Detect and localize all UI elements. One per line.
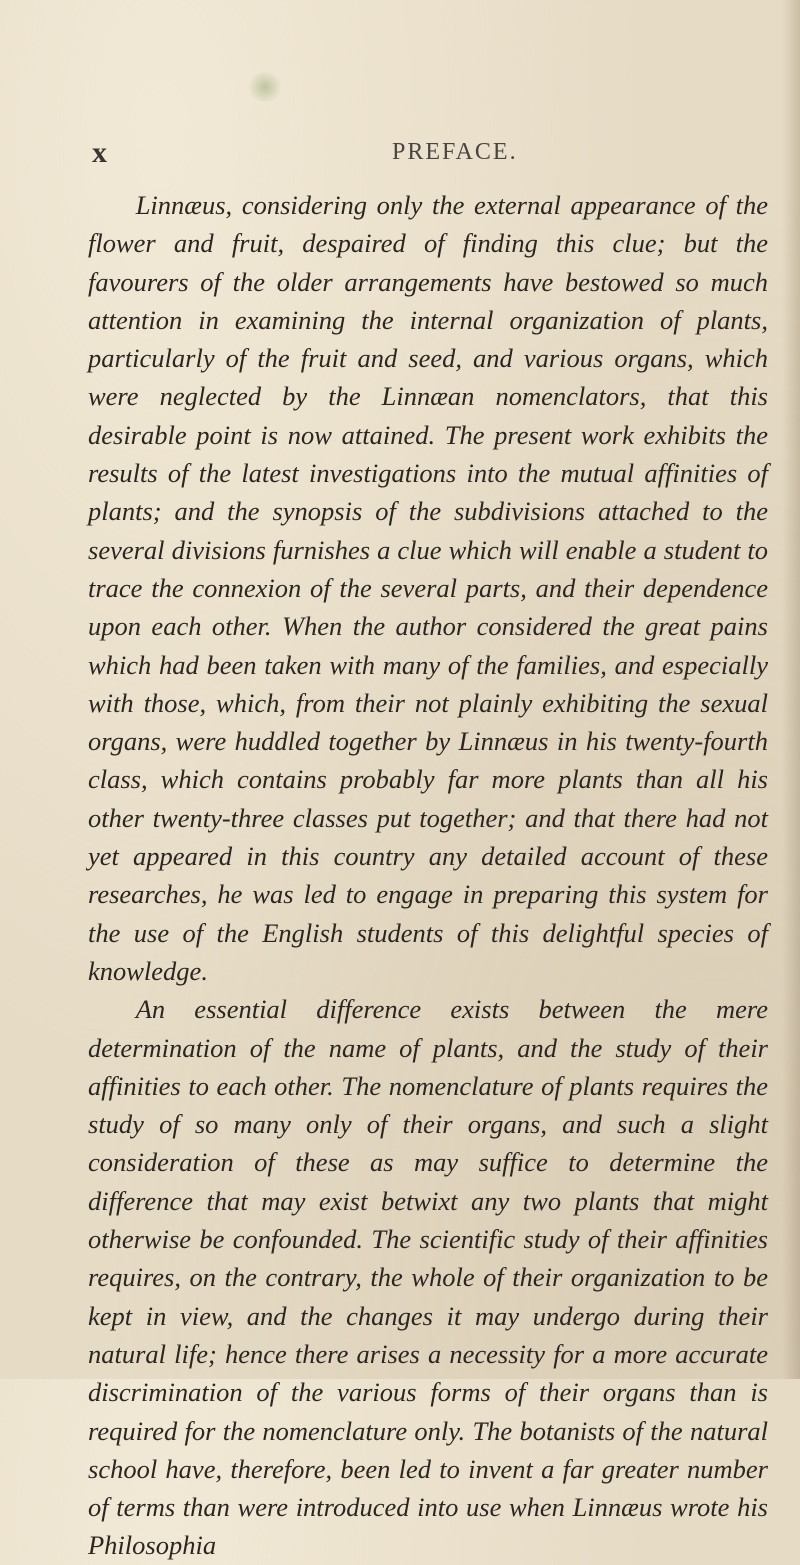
page-number: x: [92, 136, 108, 169]
running-head: PREFACE.: [392, 139, 518, 165]
body-text: [88, 186, 768, 1565]
page-header: [92, 136, 732, 176]
paragraph-2: An essential difference exists between the mere determination of the name of plants, and the study of their affinities to each other. The nomenclature of plants requires the study of so many only of their organs, and such a slight consideration of these as may suffice to determine the difference that may exist betwixt any two plants that might otherwise be confounded. The scientific study of their affinities requires, on the contrary, the whole of their organization to be kept in view, and the changes it may undergo during their natural life; hence there arises a necessity for a more accurate discrimination of the various forms of their organs than is required for the nomenclature only. The botanists of the natural school have, therefore, been led to invent a far greater number of terms than were introduced into use when Linnæus wrote his Philosophia: [88, 994, 768, 1561]
page-edge-shadow: [782, 0, 800, 1379]
paragraph-1: Linnæus, considering only the external appearance of the flower and fruit, despaired of finding this clue; but the favourers of the older arrangements have bestowed so much attention in examining the internal organization of plants, particularly of the fruit and seed, and various organs, which were neglected by the Linnæan nomenclators, that this desirable point is now attained. The present work exhibits the results of the latest investigations into the mutual affinities of plants; and the synopsis of the subdivisions attached to the several divisions furnishes a clue which will enable a student to trace the connexion of the several parts, and their dependence upon each other. When the author considered the great pains which had been taken with many of the families, and especially with those, which, from their not plainly exhibiting the sexual organs, were huddled together by Linnæus in his twenty-fourth class, which contains probably far more plants than all his other twenty-three classes put together; and that there had not yet appeared in this country any detailed account of these researches, he was led to engage in preparing this system for the use of the English students of this delightful species of knowledge.: [88, 190, 768, 986]
paper-stain: [248, 72, 282, 102]
